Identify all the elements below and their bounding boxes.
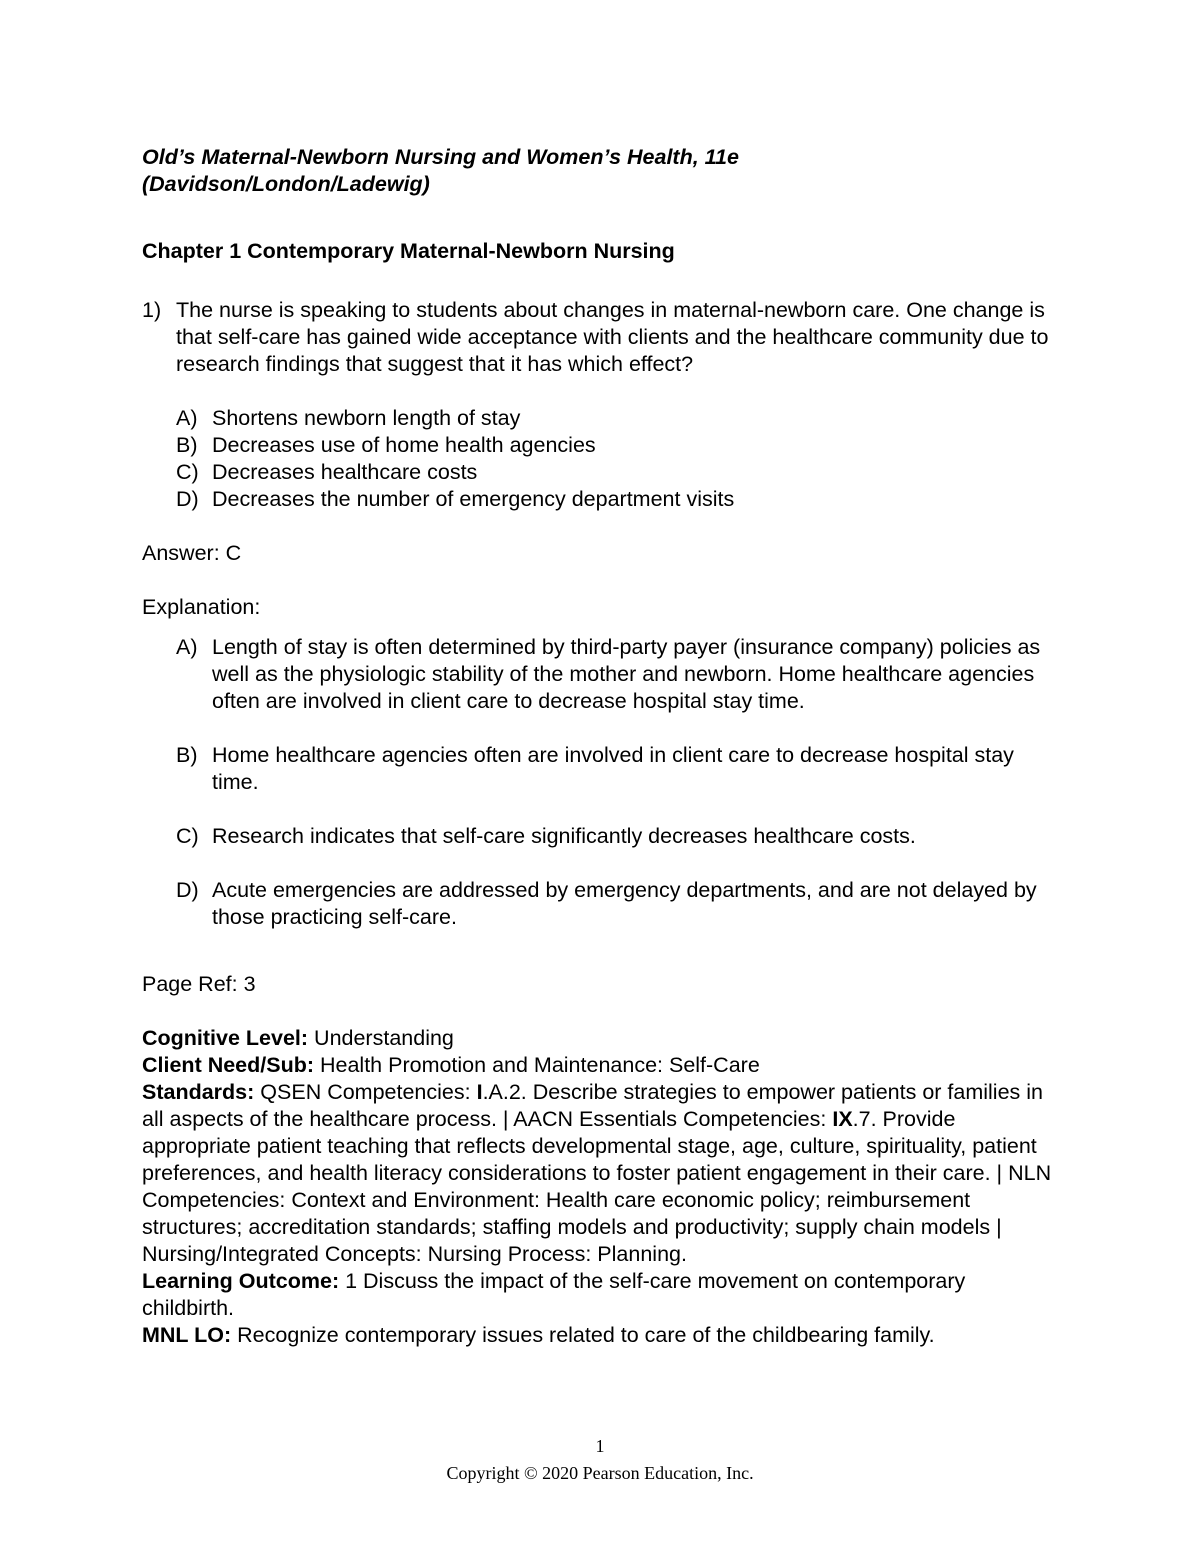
explanation-text: Acute emergencies are addressed by emergency departments, and are not delayed by those practicing self-care. [212,878,1037,929]
standards-bold-1: I [476,1080,483,1104]
mnl-lo [142,1322,1062,1349]
standards-text-2: .A.2. Describe strategies to empower patients or families in all aspects of the healthcare process. | AACN Essentials Competencies: [142,1080,1044,1131]
cognitive-level-value: Understanding [308,1026,454,1050]
mnl-lo-label: MNL LO: [142,1323,232,1347]
footer-copyright: Copyright © 2020 Pearson Education, Inc. [446,1463,754,1483]
standards [142,1079,1062,1268]
explanation-list [142,634,1062,931]
question [142,297,1062,378]
cognitive-level-label: Cognitive Level: [142,1026,309,1050]
learning-outcome [142,1268,1062,1322]
option-a [176,405,1062,432]
option-text: Decreases use of home health agencies [212,433,596,457]
option-text: Shortens newborn length of stay [212,406,521,430]
option-letter: C) [176,460,199,484]
book-title [142,144,1062,198]
option-letter: B) [176,433,198,457]
question-number: 1) [142,298,162,322]
answer-line: Answer: C [142,541,242,565]
standards-text-1: QSEN Competencies: [254,1080,477,1104]
book-title-line-1: Old’s Maternal-Newborn Nursing and Women’s Health, 11e [142,145,739,169]
option-letter: A) [176,406,198,430]
question-text: The nurse is speaking to students about changes in maternal-newborn care. One change is that self-care has gained wide acceptance with clients and the healthcare community due to research findings that suggest that it has which effect? [176,298,1049,376]
explanation-label: Explanation: [142,595,261,619]
option-letter: D) [176,487,199,511]
explanation-letter: A) [176,635,198,659]
mnl-lo-value: Recognize contemporary issues related to care of the childbearing family. [231,1323,935,1347]
question-metadata [142,1025,1062,1349]
cognitive-level [142,1025,1062,1052]
answer-options [142,405,1062,513]
explanation-letter: C) [176,824,199,848]
explanation-letter: D) [176,878,199,902]
explanation-text: Home healthcare agencies often are involved in client care to decrease hospital stay time. [212,743,1014,794]
explanation-b [176,742,1062,796]
learning-outcome-value: 1 Discuss the impact of the self-care movement on contemporary childbirth. [142,1269,966,1320]
learning-outcome-label: Learning Outcome: [142,1269,340,1293]
explanation-c [176,823,1062,850]
option-d [176,486,1062,513]
book-title-line-2: (Davidson/London/Ladewig) [142,172,430,196]
standards-text-3: .7. Provide appropriate patient teaching that reflects developmental stage, age, culture, spirituality, patient preferences, and health literacy considerations to foster patient engagement in their care. | NLN Competencies: Context and Environment: Health care economic policy; reimbursement structures; accreditation standards; staffing models and productivity; supply chain models | Nursing/Integrated Concepts: Nursing Process: Planning. [142,1107,1052,1266]
explanation-letter: B) [176,743,198,767]
chapter-title: Chapter 1 Contemporary Maternal-Newborn Nursing [142,239,675,263]
explanation-a [176,634,1062,715]
option-b [176,432,1062,459]
standards-label: Standards: [142,1080,255,1104]
option-text: Decreases healthcare costs [212,460,478,484]
option-text: Decreases the number of emergency department visits [212,487,735,511]
client-need-value: Health Promotion and Maintenance: Self-Care [314,1053,760,1077]
explanation-text: Research indicates that self-care significantly decreases healthcare costs. [212,824,916,848]
client-need [142,1052,1062,1079]
document-content [142,144,1062,1349]
explanation-text: Length of stay is often determined by third-party payer (insurance company) policies as well as the physiologic stability of the mother and newborn. Home healthcare agencies often are involved in client care to decrease hospital stay time. [212,635,1041,713]
page-reference: Page Ref: 3 [142,972,256,996]
standards-bold-2: IX [832,1107,853,1131]
footer-page-number: 1 [595,1436,605,1456]
client-need-label: Client Need/Sub: [142,1053,315,1077]
explanation-d [176,877,1062,931]
option-c [176,459,1062,486]
